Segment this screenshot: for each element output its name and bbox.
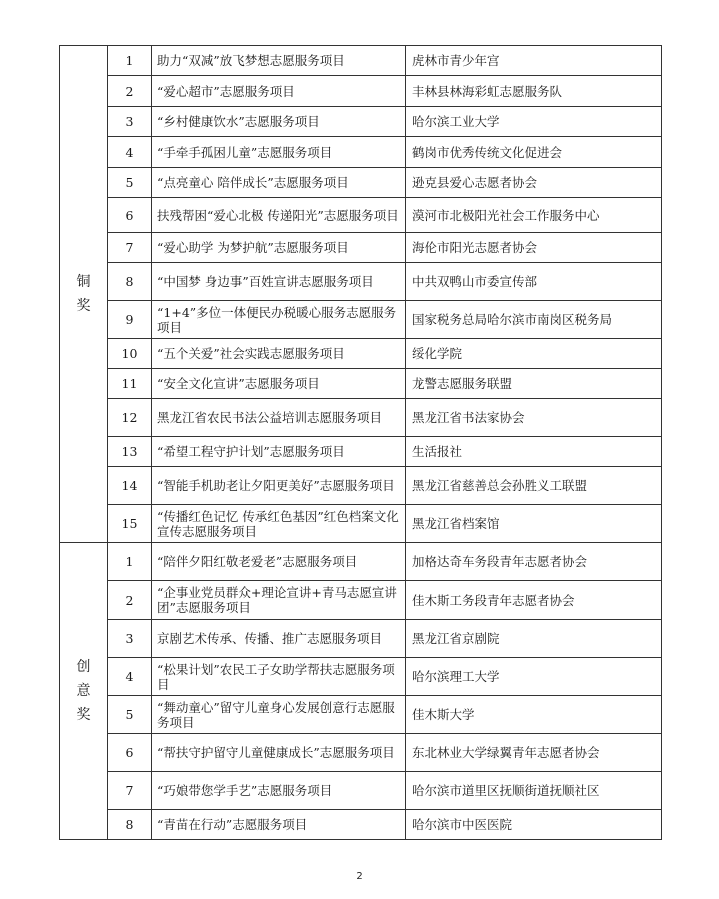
organization-name: 鹤岗市优秀传统文化促进会 <box>406 137 662 168</box>
table-row <box>60 301 662 339</box>
row-number: 5 <box>108 696 152 734</box>
organization-name: 黑龙江省书法家协会 <box>406 399 662 437</box>
project-name: “智能手机助老让夕阳更美好”志愿服务项目 <box>152 467 406 505</box>
project-name: “传播红色记忆 传承红色基因”红色档案文化宣传志愿服务项目 <box>152 505 406 543</box>
project-name: “1+4”多位一体便民办税暖心服务志愿服务项目 <box>152 301 406 339</box>
row-number: 4 <box>108 137 152 168</box>
organization-name: 黑龙江省京剧院 <box>406 620 662 658</box>
project-name: “松果计划”农民工子女助学帮扶志愿服务项目 <box>152 658 406 696</box>
row-number: 2 <box>108 581 152 620</box>
organization-name: 哈尔滨市道里区抚顺街道抚顺社区 <box>406 772 662 810</box>
project-name: “希望工程守护计划”志愿服务项目 <box>152 437 406 467</box>
page-number: 2 <box>356 871 363 882</box>
project-name: “五个关爱”社会实践志愿服务项目 <box>152 339 406 369</box>
row-number: 13 <box>108 437 152 467</box>
table-row <box>60 369 662 399</box>
row-number: 10 <box>108 339 152 369</box>
organization-name: 国家税务总局哈尔滨市南岗区税务局 <box>406 301 662 339</box>
table-row <box>60 467 662 505</box>
project-name: 助力“双减”放飞梦想志愿服务项目 <box>152 46 406 76</box>
table-row <box>60 437 662 467</box>
organization-name: 中共双鸭山市委宣传部 <box>406 263 662 301</box>
project-name: “手牵手孤困儿童”志愿服务项目 <box>152 137 406 168</box>
organization-name: 生活报社 <box>406 437 662 467</box>
row-number: 11 <box>108 369 152 399</box>
table-row <box>60 543 662 581</box>
project-name: 京剧艺术传承、传播、推广志愿服务项目 <box>152 620 406 658</box>
project-name: “青苗在行动”志愿服务项目 <box>152 810 406 840</box>
table-row <box>60 137 662 168</box>
project-name: “安全文化宣讲”志愿服务项目 <box>152 369 406 399</box>
organization-name: 佳木斯工务段青年志愿者协会 <box>406 581 662 620</box>
table-row <box>60 620 662 658</box>
project-name: “巧娘带您学手艺”志愿服务项目 <box>152 772 406 810</box>
row-number: 6 <box>108 198 152 233</box>
project-name: “企事业党员群众+理论宣讲+青马志愿宣讲团”志愿服务项目 <box>152 581 406 620</box>
table-row <box>60 696 662 734</box>
row-number: 3 <box>108 620 152 658</box>
table-row <box>60 198 662 233</box>
row-number: 8 <box>108 263 152 301</box>
project-name: “陪伴夕阳红敬老爱老”志愿服务项目 <box>152 543 406 581</box>
table-row <box>60 581 662 620</box>
row-number: 7 <box>108 772 152 810</box>
organization-name: 逊克县爱心志愿者协会 <box>406 168 662 198</box>
table-row <box>60 168 662 198</box>
organization-name: 龙警志愿服务联盟 <box>406 369 662 399</box>
project-name: 黑龙江省农民书法公益培训志愿服务项目 <box>152 399 406 437</box>
row-number: 6 <box>108 734 152 772</box>
table-row <box>60 107 662 137</box>
table-row <box>60 658 662 696</box>
award-category-cell <box>60 543 108 840</box>
organization-name: 哈尔滨市中医医院 <box>406 810 662 840</box>
organization-name: 丰林县林海彩虹志愿服务队 <box>406 76 662 107</box>
project-name: “爱心超市”志愿服务项目 <box>152 76 406 107</box>
row-number: 5 <box>108 168 152 198</box>
table-row <box>60 233 662 263</box>
award-table <box>59 45 662 840</box>
table-row <box>60 263 662 301</box>
organization-name: 佳木斯大学 <box>406 696 662 734</box>
row-number: 2 <box>108 76 152 107</box>
award-category-label: 创意奖 <box>76 659 91 723</box>
organization-name: 哈尔滨理工大学 <box>406 658 662 696</box>
row-number: 14 <box>108 467 152 505</box>
row-number: 9 <box>108 301 152 339</box>
organization-name: 加格达奇车务段青年志愿者协会 <box>406 543 662 581</box>
row-number: 12 <box>108 399 152 437</box>
project-name: 扶残帮困“爱心北极 传递阳光”志愿服务项目 <box>152 198 406 233</box>
award-category-cell <box>60 46 108 543</box>
organization-name: 虎林市青少年宫 <box>406 46 662 76</box>
row-number: 1 <box>108 543 152 581</box>
organization-name: 黑龙江省档案馆 <box>406 505 662 543</box>
table-row <box>60 76 662 107</box>
row-number: 4 <box>108 658 152 696</box>
organization-name: 漠河市北极阳光社会工作服务中心 <box>406 198 662 233</box>
project-name: “中国梦 身边事”百姓宣讲志愿服务项目 <box>152 263 406 301</box>
organization-name: 绥化学院 <box>406 339 662 369</box>
table-row <box>60 772 662 810</box>
row-number: 3 <box>108 107 152 137</box>
project-name: “点亮童心 陪伴成长”志愿服务项目 <box>152 168 406 198</box>
organization-name: 哈尔滨工业大学 <box>406 107 662 137</box>
project-name: “舞动童心”留守儿童身心发展创意行志愿服务项目 <box>152 696 406 734</box>
project-name: “乡村健康饮水”志愿服务项目 <box>152 107 406 137</box>
row-number: 1 <box>108 46 152 76</box>
table-row <box>60 46 662 76</box>
table-body <box>60 46 662 840</box>
table-row <box>60 339 662 369</box>
project-name: “帮扶守护留守儿童健康成长”志愿服务项目 <box>152 734 406 772</box>
row-number: 7 <box>108 233 152 263</box>
organization-name: 东北林业大学绿翼青年志愿者协会 <box>406 734 662 772</box>
award-category-label: 铜奖 <box>76 274 91 314</box>
table-row <box>60 810 662 840</box>
project-name: “爱心助学 为梦护航”志愿服务项目 <box>152 233 406 263</box>
organization-name: 海伦市阳光志愿者协会 <box>406 233 662 263</box>
row-number: 8 <box>108 810 152 840</box>
table-row <box>60 399 662 437</box>
row-number: 15 <box>108 505 152 543</box>
table-row <box>60 505 662 543</box>
table-row <box>60 734 662 772</box>
organization-name: 黑龙江省慈善总会孙胜义工联盟 <box>406 467 662 505</box>
